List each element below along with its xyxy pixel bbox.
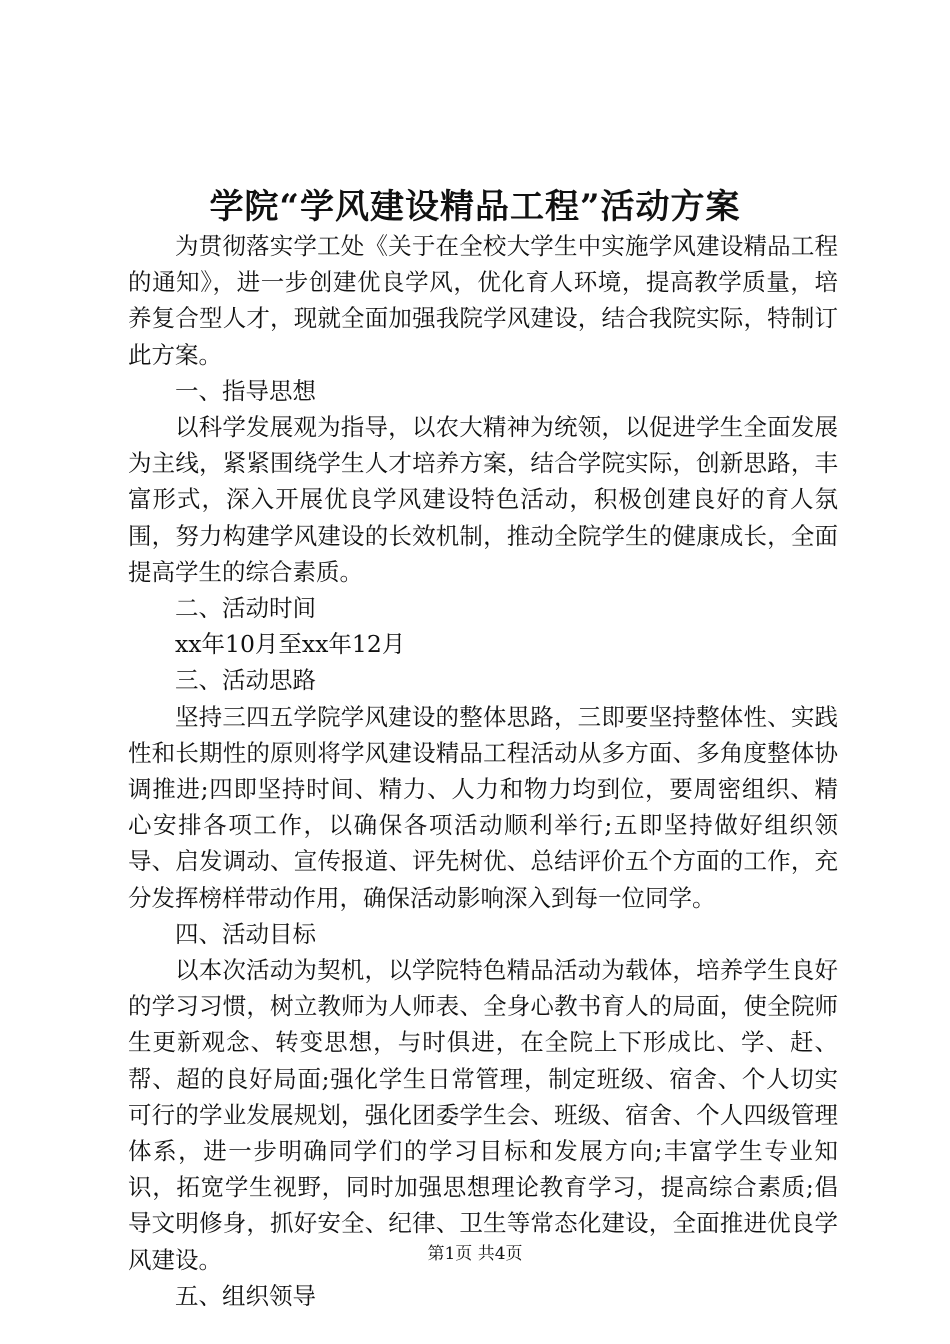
activity-time-paragraph: xx年10月至xx年12月 xyxy=(175,630,406,659)
intro-paragraph: 为贯彻落实学工处《关于在全校大学生中实施学风建设精品工程的通知》，进一步创建优良学风，优化育人环境，提高教学质量，培养复合型人才，现就全面加强我院学风建设，结合我院实际，特制订此方案。 xyxy=(128,232,838,369)
page-number-footer: 第1页 共4页 xyxy=(427,1244,523,1264)
document-body xyxy=(128,228,838,1314)
document-title: 学院“学风建设精品工程”活动方案 xyxy=(209,187,741,227)
section-heading-guiding-thought: 一、指导思想 xyxy=(175,376,316,405)
activity-approach-paragraph: 坚持三四五学院学风建设的整体思路，三即要坚持整体性、实践性和长期性的原则将学风建设精品工程活动从多方面、多角度整体协调推进;四即坚持时间、精力、人力和物力均到位，要周密组织、精心安排各项工作，以确保各项活动顺利举行;五即坚持做好组织领导、启发调动、宣传报道、评先树优、总结评价五个方面的工作，充分发挥榜样带动作用，确保活动影响深入到每一位同学。 xyxy=(128,702,838,912)
section-heading-activity-goals: 四、活动目标 xyxy=(175,919,316,948)
section-heading-activity-approach: 三、活动思路 xyxy=(175,666,316,695)
activity-goals-paragraph: 以本次活动为契机，以学院特色精品活动为载体，培养学生良好的学习习惯，树立教师为人师表、全身心教书育人的局面，使全院师生更新观念、转变思想，与时俱进，在全院上下形成比、学、赶、帮、超的良好局面;强化学生日常管理，制定班级、宿舍、个人切实可行的学业发展规划，强化团委学生会、班级、宿舍、个人四级管理体系，进一步明确同学们的学习目标和发展方向;丰富学生专业知识，拓宽学生视野，同时加强思想理论教育学习，提高综合素质;倡导文明修身，抓好安全、纪律、卫生等常态化建设，全面推进优良学风建设。 xyxy=(128,956,838,1274)
section-heading-organization: 五、组织领导 xyxy=(175,1281,316,1310)
guiding-thought-paragraph: 以科学发展观为指导，以农大精神为统领，以促进学生全面发展为主线，紧紧围绕学生人才培养方案，结合学院实际，创新思路，丰富形式，深入开展优良学风建设特色活动，积极创建良好的育人氛围，努力构建学风建设的长效机制，推动全院学生的健康成长，全面提高学生的综合素质。 xyxy=(128,413,838,586)
section-heading-activity-time: 二、活动时间 xyxy=(175,594,316,623)
